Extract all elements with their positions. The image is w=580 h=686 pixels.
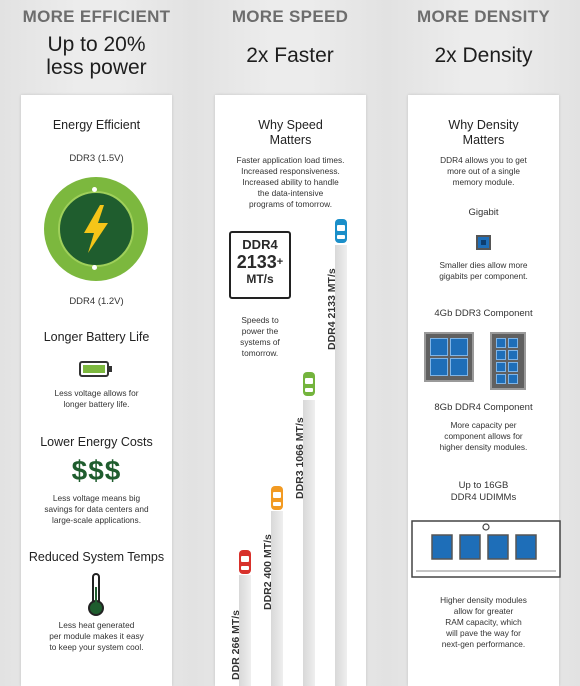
ddr-car-icon	[239, 550, 251, 574]
temps-desc: Less heat generated per module makes it easy to keep your system cool.	[49, 620, 144, 652]
udimm-module-icon	[404, 513, 562, 585]
ddr2-lane-label: DDR2 400 MT/s	[262, 534, 274, 610]
ddr4-car-icon	[335, 219, 347, 243]
efficiency-card	[21, 95, 172, 686]
ddr4-chip-icon	[490, 332, 526, 390]
ddr-lane-label: DDR 266 MT/s	[230, 609, 242, 680]
density-header: MORE DENSITY	[416, 7, 550, 26]
ddr4-voltage-label: DDR4 (1.2V)	[69, 296, 124, 307]
speed-card	[215, 95, 366, 686]
gigabit-title: Gigabit	[468, 207, 499, 218]
speed-why-title: Why Speed Matters	[258, 118, 323, 147]
density-subtitle: 2x Density	[434, 44, 533, 67]
ddr4-component-label: 8Gb DDR4 Component	[434, 402, 533, 413]
udimm-title: Up to 16GB DDR4 UDIMMs	[450, 480, 517, 503]
cost-desc: Less voltage means big savings for data centers and large-scale applications.	[44, 493, 149, 525]
component-desc: More capacity per component allows for higher density modules.	[439, 420, 528, 452]
density-why-title: Why Density Matters	[448, 118, 519, 147]
density-card	[408, 95, 559, 686]
bottom-dot	[92, 265, 97, 270]
temps-title: Reduced System Temps	[28, 550, 165, 564]
ddr3-component-label: 4Gb DDR3 Component	[434, 308, 533, 319]
dollar-icon: $$$	[71, 455, 122, 486]
efficiency-subtitle-line2: less power	[46, 56, 147, 79]
density-desc: DDR4 allows you to get more out of a single memory module.	[440, 155, 527, 187]
gigabit-chip-icon	[476, 235, 491, 250]
efficiency-header: MORE EFFICIENT	[22, 7, 171, 26]
energy-circle-icon	[44, 177, 148, 281]
efficiency-subtitle	[0, 33, 193, 79]
battery-desc: Less voltage allows for longer battery life.	[54, 388, 139, 409]
efficiency-column	[0, 0, 193, 686]
ddr3-voltage-label: DDR3 (1.5V)	[69, 153, 124, 164]
density-final-desc: Higher density modules allow for greater RAM capacity, which will pave the way for next-gen performance.	[440, 595, 527, 649]
density-column	[387, 0, 580, 686]
lightning-icon	[58, 191, 134, 267]
speed-column	[193, 0, 387, 686]
thermometer-icon	[88, 573, 104, 617]
ddr3-car-icon	[303, 372, 315, 396]
ddr3-lane-label: DDR3 1066 MT/s	[294, 417, 306, 499]
badge-caption: Speeds to power the systems of tomorrow.	[240, 315, 280, 358]
energy-title: Energy Efficient	[52, 118, 141, 132]
gigabit-desc: Smaller dies allow more gigabits per component.	[439, 260, 528, 281]
efficiency-subtitle-line1: Up to 20%	[47, 33, 146, 56]
ddr2-car-icon	[271, 486, 283, 510]
ddr4-speed-badge: DDR4 2133+ MT/s	[229, 231, 291, 299]
battery-icon	[79, 361, 113, 377]
ddr3-chip-icon	[424, 332, 474, 382]
speed-header: MORE SPEED	[231, 7, 349, 26]
cost-title: Lower Energy Costs	[40, 435, 153, 449]
battery-title: Longer Battery Life	[43, 330, 150, 344]
top-dot	[92, 187, 97, 192]
speed-subtitle: 2x Faster	[246, 44, 334, 67]
ddr4-lane-label: DDR4 2133 MT/s	[326, 268, 338, 350]
speed-desc: Faster application load times. Increased responsiveness. Increased ability to handle the data-intensive programs of tomorrow.	[236, 155, 345, 209]
